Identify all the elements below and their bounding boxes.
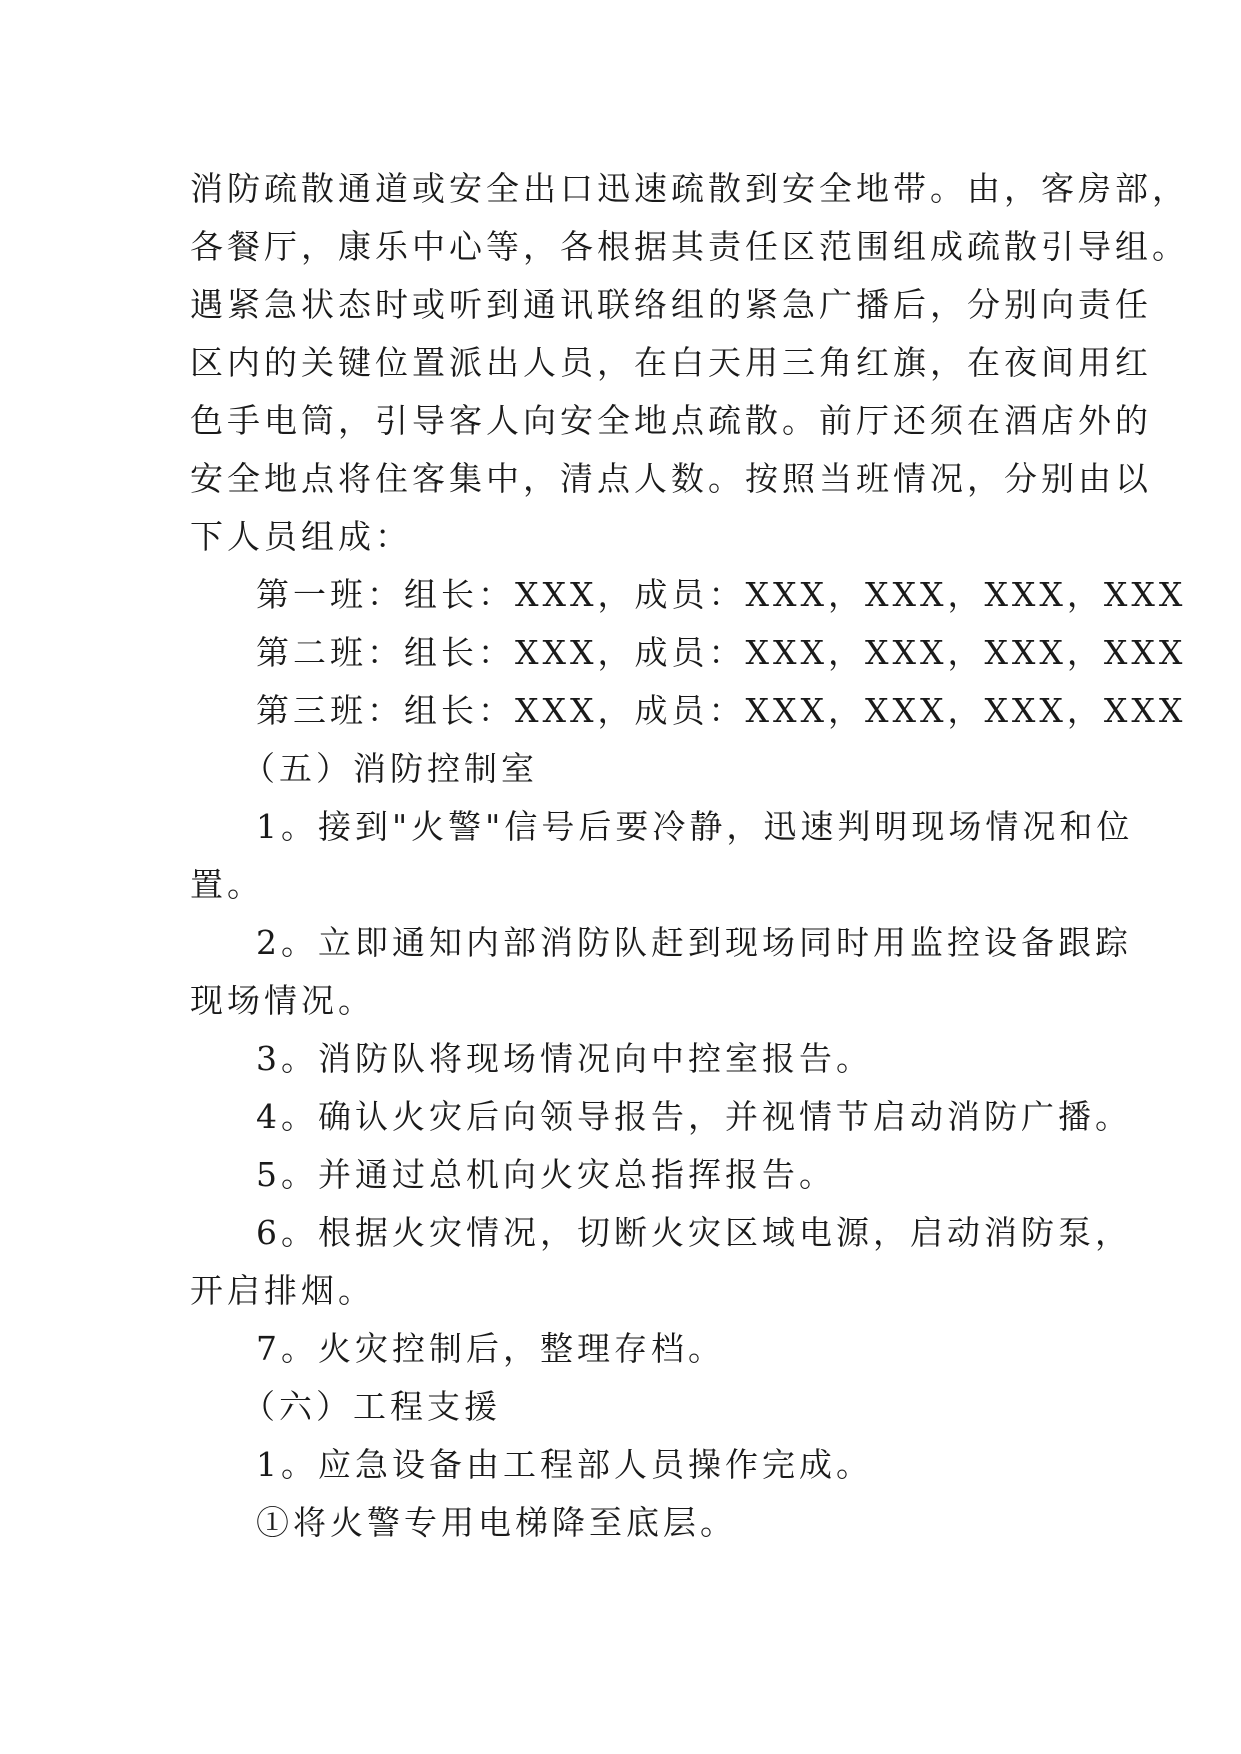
list-item-2: 2。立即通知内部消防队赶到现场同时用监控设备跟踪 <box>256 923 1132 962</box>
list-item-3: 3。消防队将现场情况向中控室报告。 <box>256 1039 873 1078</box>
section-heading-six: （六）工程支援 <box>242 1387 501 1426</box>
paragraph-line: 遇紧急状态时或听到通讯联络组的紧急广播后，分别向责任 <box>190 285 1152 324</box>
list-item-5: 5。并通过总机向火灾总指挥报告。 <box>256 1155 836 1194</box>
list-item-6-continuation: 开启排烟。 <box>190 1271 375 1310</box>
engineering-item-1: 1。应急设备由工程部人员操作完成。 <box>256 1445 873 1484</box>
list-item-4: 4。确认火灾后向领导报告，并视情节启动消防广播。 <box>256 1097 1132 1136</box>
list-item-1-continuation: 置。 <box>190 865 264 904</box>
paragraph-line: 色手电筒，引导客人向安全地点疏散。前厅还须在酒店外的 <box>190 401 1152 440</box>
document-body <box>190 160 1189 1552</box>
shift-one-line: 第一班：组长：XXX，成员：XXX，XXX，XXX，XXX <box>256 575 1187 614</box>
paragraph-line: 下人员组成： <box>190 517 412 556</box>
engineering-subitem-1: ①将火警专用电梯降至底层。 <box>256 1503 737 1542</box>
list-item-1: 1。接到"火警"信号后要冷静，迅速判明现场情况和位 <box>256 807 1134 846</box>
section-heading-five: （五）消防控制室 <box>242 749 538 788</box>
shift-two-line: 第二班：组长：XXX，成员：XXX，XXX，XXX，XXX <box>256 633 1187 672</box>
paragraph-line: 消防疏散通道或安全出口迅速疏散到安全地带。由，客房部， <box>190 169 1189 208</box>
list-item-2-continuation: 现场情况。 <box>190 981 375 1020</box>
paragraph-line: 区内的关键位置派出人员，在白天用三角红旗，在夜间用红 <box>190 343 1152 382</box>
paragraph-line: 各餐厅，康乐中心等，各根据其责任区范围组成疏散引导组。 <box>190 227 1189 266</box>
list-item-7: 7。火灾控制后，整理存档。 <box>256 1329 725 1368</box>
list-item-6: 6。根据火灾情况，切断火灾区域电源，启动消防泵， <box>256 1213 1132 1252</box>
paragraph-line: 安全地点将住客集中，清点人数。按照当班情况，分别由以 <box>190 459 1152 498</box>
shift-three-line: 第三班：组长：XXX，成员：XXX，XXX，XXX，XXX <box>256 691 1187 730</box>
